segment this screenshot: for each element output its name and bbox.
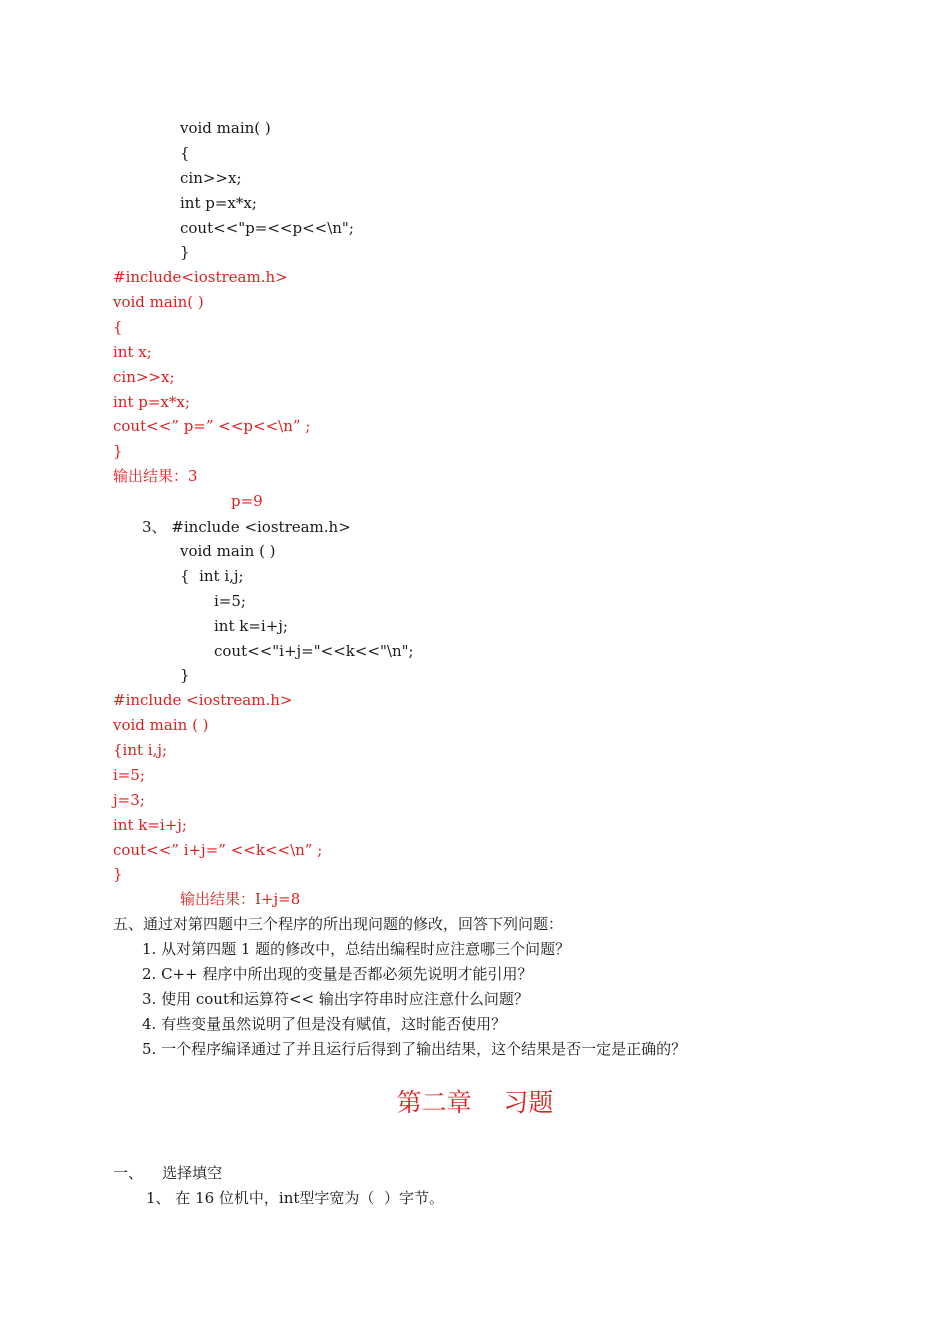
chapter-title: 第二章 习题 [396,1088,554,1117]
code-line: i=5; [214,592,246,610]
answer-line: int p=x*x; [113,393,190,411]
code-line: } [180,666,190,684]
answer-line: i=5; [113,766,145,784]
section-heading: 五、通过对第四题中三个程序的所出现问题的修改，回答下列问题： [113,915,564,933]
answer-line: int k=i+j; [113,816,187,834]
code-line: cin>>x; [180,169,242,187]
code-line: { int i,j; [180,567,244,585]
answer-line: int x; [113,343,152,361]
code-line: { [180,144,190,162]
answer-line: } [113,865,123,883]
answer-line: cout<<” p=” <<p<<\n” ; [113,417,311,435]
code-line: } [180,243,190,261]
output-result-label: 输出结果：3 [113,467,198,485]
answer-line: j=3; [113,791,145,809]
answer-line: cout<<” i+j=” <<k<<\n” ; [113,841,323,859]
code-line: void main( ) [180,119,271,137]
answer-line: { [113,318,123,336]
question-item: 1、 在 16 位机中，int型字宽为（ ）字节。 [146,1189,444,1207]
code-line: int p=x*x; [180,194,257,212]
code-line: cout<<"i+j="<<k<<"\n"; [214,642,414,660]
problem-3-header: 3、 #include <iostream.h> [142,518,351,536]
answer-line: {int i,j; [113,741,168,759]
section-heading: 一、 选择填空 [113,1164,223,1182]
code-line: cout<<"p=<<p<<\n"; [180,219,354,237]
answer-line: #include<iostream.h> [113,268,288,286]
code-line: void main ( ) [180,542,276,560]
question-item: 2. C++ 程序中所出现的变量是否都必须先说明才能引用？ [142,965,533,983]
code-line: int k=i+j; [214,617,288,635]
answer-line: void main ( ) [113,716,209,734]
question-item: 4. 有些变量虽然说明了但是没有赋值，这时能否使用？ [142,1015,507,1033]
question-item: 5. 一个程序编译通过了并且运行后得到了输出结果，这个结果是否一定是正确的？ [142,1040,687,1058]
answer-line: #include <iostream.h> [113,691,293,709]
answer-line: cin>>x; [113,368,175,386]
question-item: 1. 从对第四题 1 题的修改中，总结出编程时应注意哪三个问题？ [142,940,571,958]
answer-line: } [113,442,123,460]
answer-line: void main( ) [113,293,204,311]
output-result-value: p=9 [231,492,263,510]
output-result: 输出结果：I+j=8 [180,890,301,908]
question-item: 3. 使用 cout和运算符<< 输出字符串时应注意什么问题？ [142,990,529,1008]
